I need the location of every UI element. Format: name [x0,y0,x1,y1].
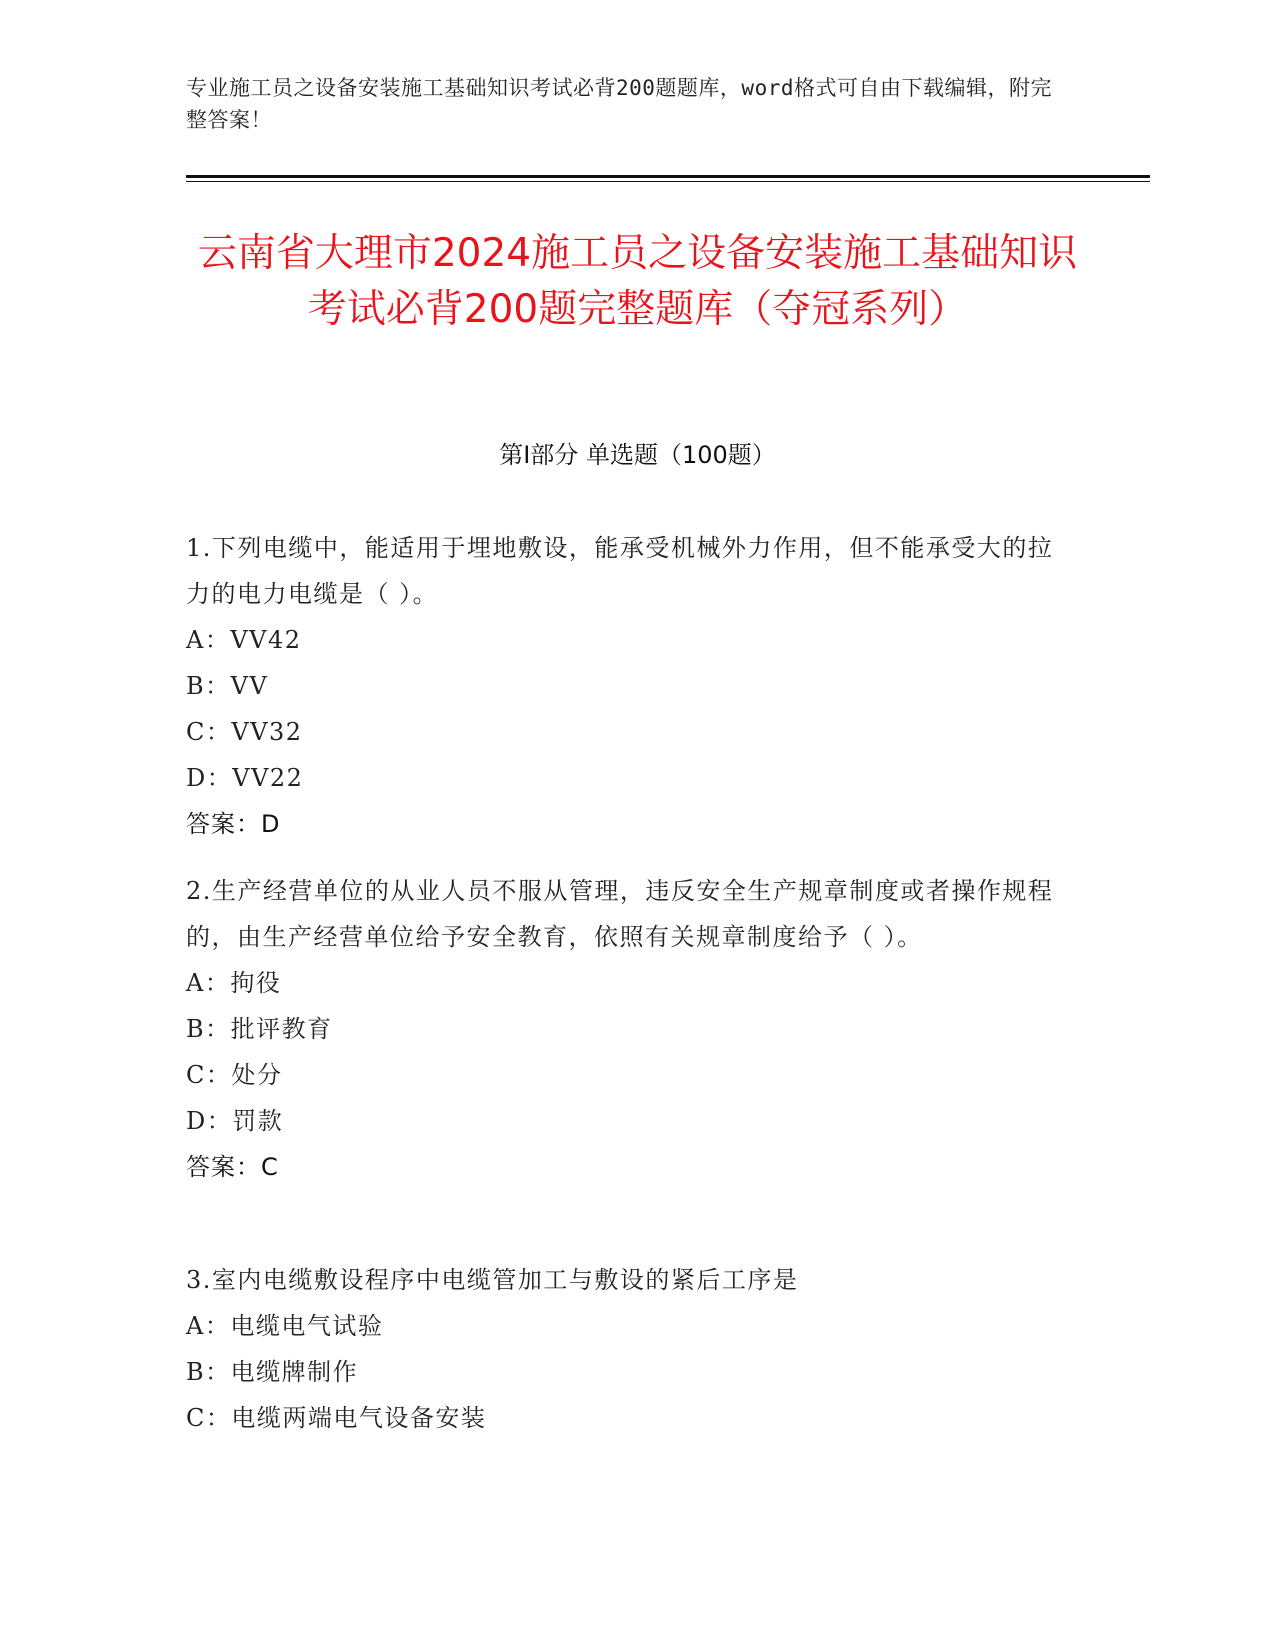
option-b: B：批评教育 [186,1015,333,1043]
option-b: B：电缆牌制作 [186,1358,359,1386]
option-b: B：VV [186,672,269,700]
option-d: D：VV22 [186,764,304,792]
answer: 答案：C [186,1153,279,1181]
question-stem: 2.生产经营单位的从业人员不服从管理，违反安全生产规章制度或者操作规程的，由生产经营单位给予安全教育，依照有关规章制度给予（ ）。 [186,877,1054,951]
option-a: A：拘役 [186,969,282,997]
document-title: 云南省大理市2024施工员之设备安装施工基础知识考试必背200题完整题库（夺冠系列） [197,231,1078,332]
option-c: C：VV32 [186,718,303,746]
option-d: D：罚款 [186,1107,284,1135]
question-stem: 3.室内电缆敷设程序中电缆管加工与敷设的紧后工序是 [186,1266,799,1294]
section-heading: 第Ⅰ部分 单选题（100题） [499,441,776,469]
question-2 [186,868,1066,1190]
question-1 [186,525,1066,847]
header-rule-thin [186,181,1150,182]
option-a: A：VV42 [186,626,302,654]
option-c: C：电缆两端电气设备安装 [186,1404,487,1432]
option-a: A：电缆电气试验 [186,1312,384,1340]
option-c: C：处分 [186,1061,283,1089]
header-note: 专业施工员之设备安装施工基础知识考试必背200题题库，word格式可自由下载编辑，附完整答案！ [186,76,1052,132]
header-rule-thick [186,175,1150,178]
answer: 答案：D [186,810,281,838]
question-3 [186,1257,1066,1441]
question-stem: 1.下列电缆中，能适用于埋地敷设，能承受机械外力作用，但不能承受大的拉力的电力电缆是（ ）。 [186,534,1054,608]
